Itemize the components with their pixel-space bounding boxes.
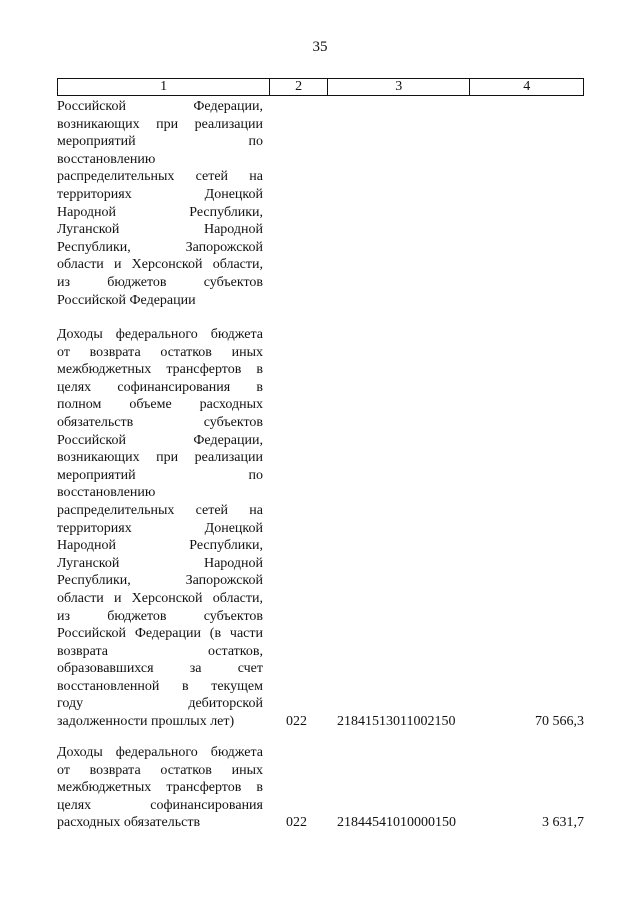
description-line: восстановлению [57,485,156,501]
description-line: из бюджетов субъектов [57,274,263,290]
description-line: мероприятий по [57,467,263,483]
description-line: восстановленной в текущем [57,678,263,694]
description-line: возврата остатков, [57,643,263,659]
description-line: Народной Республики, [57,204,263,220]
row-description [57,744,263,832]
description-line: мероприятий по [57,134,263,150]
description-line: Доходы федерального бюджета [57,327,263,342]
description-line: Луганской Народной [57,555,263,571]
row-budget-code: 21844541010000150 [337,815,456,831]
description-line: Российской Федерации, [57,99,263,114]
description-line: целях софинансирования [57,797,263,813]
description-line: межбюджетных трансфертов в [57,780,263,796]
page-number: 35 [312,39,328,55]
description-line: от возврата остатков иных [57,762,263,778]
description-line: расходных обязательств [57,815,201,831]
description-line: задолженности прошлых лет) [57,714,235,730]
description-line: Российской Федерации, [57,432,263,448]
description-line: области и Херсонской области, [57,257,263,273]
row-budget-code: 21841513011002150 [337,714,456,730]
description-line: целях софинансирования в [57,379,263,395]
description-line: распределительных сетей на [57,502,263,518]
description-line: территориях Донецкой [57,520,263,536]
row-amount: 70 566,3 [535,714,584,730]
description-line: межбюджетных трансфертов в [57,362,263,378]
description-line: Луганской Народной [57,222,263,238]
description-line: Народной Республики, [57,538,263,554]
description-line: Российской Федерации (в части [57,626,263,642]
description-line: Российской Федерации [57,292,196,308]
description-line: территориях Донецкой [57,186,263,202]
description-line: Республики, Запорожской [57,573,263,589]
description-line: Республики, Запорожской [57,239,263,255]
column-header-4: 4 [523,79,531,94]
description-line: восстановлению [57,151,156,167]
description-line: распределительных сетей на [57,169,263,185]
description-line: области и Херсонской области, [57,590,263,606]
description-line: возникающих при реализации [57,450,263,466]
row-description [57,98,263,309]
description-line: от возврата остатков иных [57,344,263,360]
description-line: возникающих при реализации [57,116,263,132]
column-header-1: 1 [58,79,270,95]
description-line: из бюджетов субъектов [57,608,263,624]
description-line: Доходы федерального бюджета [57,745,263,760]
description-line: полном объеме расходных [57,397,263,413]
row-admin-code: 022 [286,714,307,730]
column-header-3: 3 [328,79,470,95]
column-header-2: 2 [270,79,328,95]
row-amount: 3 631,7 [542,815,584,831]
table-header-row [57,78,584,96]
row-description [57,326,263,731]
row-admin-code: 022 [286,815,307,831]
description-line: образовавшихся за счет [57,661,263,677]
description-line: обязательств субъектов [57,414,263,430]
description-line: году дебиторской [57,696,263,712]
